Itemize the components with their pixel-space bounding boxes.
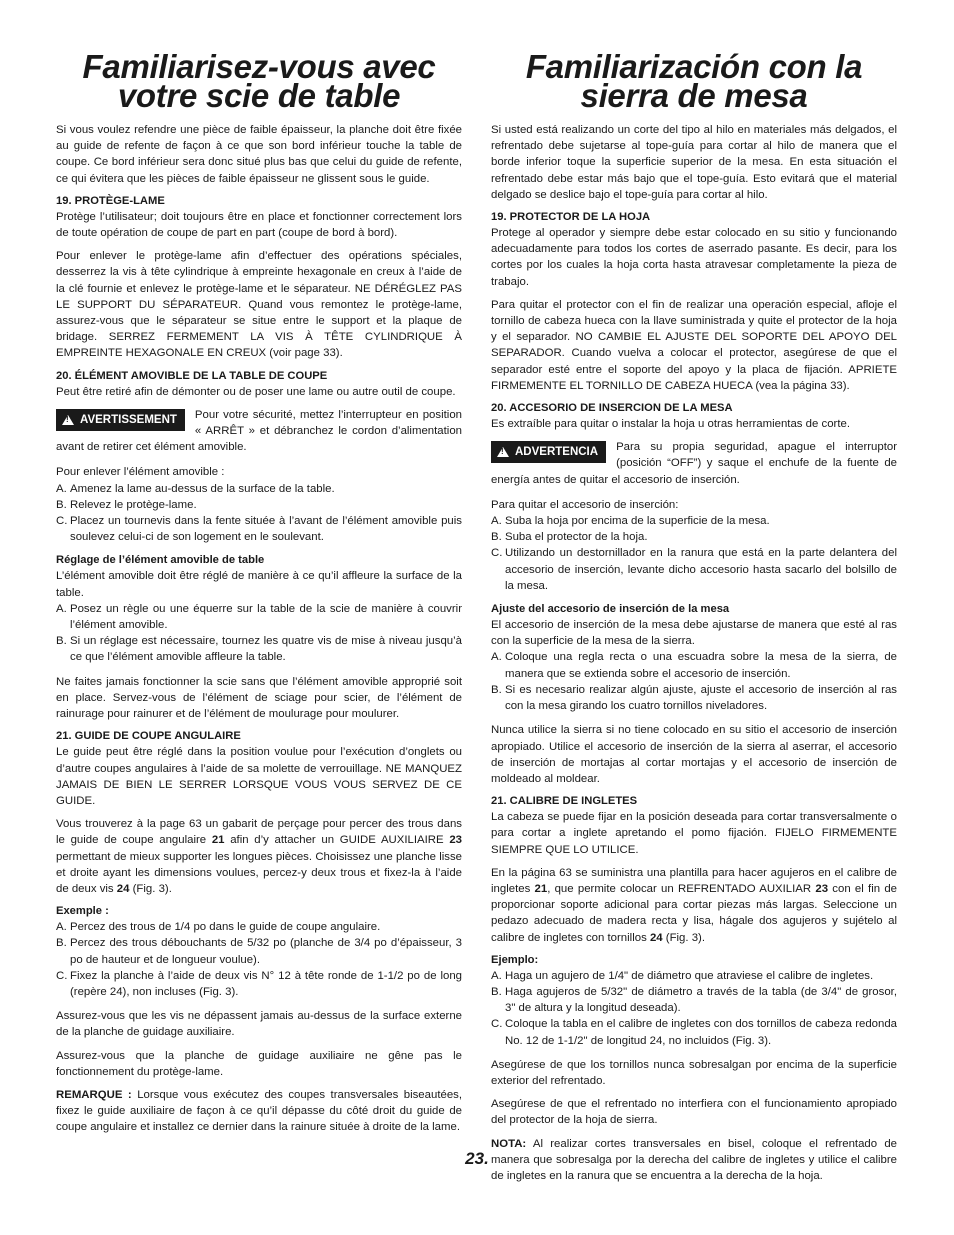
paragraph: Le guide peut être réglé dans la position voulue pour l’exécution d’onglets ou d’autre coupes angulaires à l’aide de sa molette de verrouillage. NE MANQUEZ JAMAIS DE BIEN LE SERRER LORSQUE VOUS VOUS SERVEZ DE CE GUIDE.: [56, 746, 462, 807]
paragraph: El accesorio de inserción de la mesa debe ajustarse de manera que esté al ras con la superficie de la mesa de la sierra.: [491, 619, 897, 648]
section-heading: 19. PROTÈGE-LAME: [56, 194, 165, 207]
paragraph: Peut être retiré afin de démonter ou de poser une lame ou autre outil de coupe.: [56, 385, 456, 398]
list-item: A. Haga un agujero de 1/4" de diámetro que atraviese el calibre de ingletes.: [491, 969, 874, 982]
paragraph: Ne faites jamais fonctionner la scie sans que l’élément amovible approprié soit en place. Servez-vous de l’élément de sciage pour scier, de l’élément de rainurage pour rainurer et de l’élément de moulurage pour moulurer.: [56, 675, 462, 721]
steps-list: [56, 601, 462, 666]
section-heading: 20. ÉLÉMENT AMOVIBLE DE LA TABLE DE COUPE: [56, 369, 328, 382]
section-heading: 19. PROTECTOR DE LA HOJA: [491, 211, 651, 224]
intro-paragraph: Si vous voulez refendre une pièce de faible épaisseur, la planche doit être fixée au guide de refente de façon à ce que son bord inférieur touche la table de coupe. Ce bord inférieur sera donc situé plus bas que celui du guide de refente, ce qui évitera que les pièces de faible épaisseur ne glissent sous le guide.: [56, 124, 462, 185]
page-title: Familiarisez-vous avec votre scie de table: [82, 48, 436, 114]
paragraph: Assurez-vous que les vis ne dépassent jamais au-dessus de la surface externe de la planche de guidage auxiliaire.: [56, 1010, 462, 1039]
list-item: B. Si un réglage est nécessaire, tournez les quatre vis de mise à niveau jusqu’à ce que l’élément amovible affleure la table.: [56, 635, 462, 664]
warning-triangle-icon: [497, 447, 509, 457]
warning-text: Para su propia seguridad, apague el interruptor (posición “OFF”) y saque el enchufe de la fuente de energía antes de quitar el accesorio de inserción.: [491, 441, 897, 486]
paragraph: Pour enlever l’élément amovible :: [56, 466, 225, 479]
paragraph: Es extraíble para quitar o instalar la hoja u otras herramientas de corte.: [491, 418, 850, 431]
paragraph: Para quitar el protector con el fin de realizar una operación especial, afloje el tornillo de cabeza hueca con la llave suministrada y quite el protector de la hoja y el separador. NO CAMBIE EL AJUSTE DEL SOPORTE DEL APOYO DEL SEPARADOR. Cuando vuelva a colocar el protector, asegúrese de que el separador esté entre el soporte del apoyo y la placa de fijación. APRIETE FIRMEMENTE EL TORNILLO DE CABEZA HUECA (vea la página 33).: [491, 298, 897, 392]
list-item: A. Coloque una regla recta o una escuadra sobre la mesa de la sierra, de manera que se extienda sobre el accesorio de inserción.: [491, 651, 897, 680]
list-item: B. Percez des trous débouchants de 5/32 po (planche de 3/4 po d’épaisseur, 3 po de hauteur et de longueur voulue).: [56, 937, 462, 966]
paragraph: La cabeza se puede fijar en la posición deseada para cortar transversalmente o para cortar a inglete apretando el pomo fijación. FIJELO FIRMEMENTE SIEMPRE QUE LO UTILICE.: [491, 811, 897, 856]
steps-list: [491, 513, 897, 594]
list-item: A. Amenez la lame au-dessus de la surface de la table.: [56, 482, 335, 495]
section-heading: 21. CALIBRE DE INGLETES: [491, 795, 638, 808]
paragraph: Pour enlever le protège-lame afin d’effectuer des opérations spéciales, desserrez la vis à tête cylindrique à empreinte hexagonale en creux à l’aide de la clé fournie et enlevez le protège-lame et le séparateur. NE DÉRÉGLEZ PAS LE SUPPORT DU SÉPARATEUR. Quand vous remontez le protège-lame, assurez-vous que le séparateur se situe entre le support et la plaque de bridage. SERREZ FERMEMENT LA VIS À TÊTE CYLINDRIQUE À EMPREINTE HEXAGONALE EN CREUX (voir page 33).: [56, 250, 462, 360]
note-paragraph: REMARQUE : Lorsque vous exécutez des coupes transversales biseautées, fixez le guide auxiliaire de façon à ce qu’il dépasse du côté droit du guide de coupe angulaire et installez ce dernier dans la rainure située à droite de la lame.: [56, 1088, 463, 1134]
paragraph: Assurez-vous que la planche de guidage auxiliaire ne gêne pas le fonctionnement du protège-lame.: [56, 1049, 462, 1078]
list-item: A. Percez des trous de 1/4 po dans le guide de coupe angulaire.: [56, 921, 381, 934]
paragraph: Asegúrese de que los tornillos nunca sobresalgan por encima de la superficie exterior del refrentado.: [491, 1058, 897, 1087]
warning-badge: ! ADVERTENCIA: [491, 441, 606, 463]
list-item: C. Utilizando un destornillador en la ranura que está en la parte delantera del accesorio de inserción, levante dicho accesorio hasta sacarlo del bolsillo de la mesa.: [491, 547, 897, 592]
french-column: [56, 48, 463, 1143]
steps-list: [491, 968, 897, 1049]
subsection-heading: Ejemplo:: [491, 953, 539, 966]
page-title: Familiarización con la sierra de mesa: [525, 48, 863, 114]
list-item: B. Relevez le protège-lame.: [56, 498, 197, 511]
warning-triangle-icon: [62, 415, 74, 425]
list-item: C. Fixez la planche à l’aide de deux vis N° 12 à tête ronde de 1-1/2 po de long (repère 24), non incluses (Fig. 3).: [56, 969, 462, 998]
list-item: C. Placez un tournevis dans la fente située à l’avant de l’élément amovible puis soulevez celui-ci de son logement en le soulevant.: [56, 515, 462, 544]
steps-list: [491, 649, 897, 714]
steps-list: [56, 481, 462, 546]
subsection-heading: Réglage de l’élément amovible de table: [56, 554, 265, 567]
list-item: B. Si es necesario realizar algún ajuste, ajuste el accesorio de inserción al ras con la mesa girando los cuatro tornillos niveladores.: [491, 683, 897, 713]
paragraph: Para quitar el accesorio de inserción:: [491, 498, 679, 511]
paragraph: Vous trouverez à la page 63 un gabarit de perçage pour percer des trous dans le guide de coupe angulaire 21 afin d’y attacher un GUIDE AUXILIAIRE 23 permettant de mieux supporter les longues pièces. Choisissez une planche lisse et droite ayant les dimensions voulues, percez-y deux trous et fixez-la à l’aide de deux vis 24 (Fig. 3).: [56, 818, 462, 895]
paragraph: Asegúrese de que el refrentado no interfiera con el funcionamiento apropiado del protector de la hoja de sierra.: [491, 1098, 897, 1127]
warning-box: [56, 407, 462, 456]
paragraph: Protège l’utilisateur; doit toujours être en place et fonctionner correctement lors de toute opération de coupe de part en part (coupe de bord à bord).: [56, 210, 462, 240]
list-item: A. Suba la hoja por encima de la superficie de la mesa.: [491, 515, 770, 528]
warning-badge: ! AVERTISSEMENT: [56, 409, 185, 431]
warning-box: [491, 439, 897, 488]
paragraph: L’élément amovible doit être réglé de manière à ce qu’il affleure la surface de la table.: [56, 570, 462, 599]
warning-text: Pour votre sécurité, mettez l’interrupteur en position « ARRÊT » et débranchez le cordon d’alimentation avant de retirer cet élément amovible.: [56, 408, 462, 454]
paragraph: Protege al operador y siempre debe estar colocado en su sitio y funcionando adecuadamente para todos los cortes de aserrado pasante. Es decir, para los cortes por los cuales la hoja corta hasta atravesar completamente la pieza de trabajo.: [491, 227, 897, 288]
page-number: 23.: [465, 1149, 489, 1168]
list-item: A. Posez un règle ou une équerre sur la table de la scie de manière à couvrir l’élément amovible.: [56, 602, 462, 632]
steps-list: [56, 919, 462, 1000]
paragraph: En la página 63 se suministra una plantilla para hacer agujeros en el calibre de ingletes 21, que permite colocar un REFRENTADO AUXILIAR 23 con el fin de proporcionar soporte adicional para cortar piezas más largas. Seleccione un pedazo adecuado de madera recta y lisa, hágale dos agujeros y sujételo al calibre de ingletes con tornillos 24 (Fig. 3).: [491, 866, 897, 944]
list-item: C. Coloque la tabla en el calibre de ingletes con dos tornillos de cabeza redonda No. 12 de 1-1/2" de longitud 24, no incluidos (Fig. 3).: [491, 1018, 897, 1047]
note-paragraph: NOTA: Al realizar cortes transversales en bisel, coloque el refrentado de manera que sobresalga por la derecha del calibre de ingletes y utilice el calibre de ingletes en la ranura que se encuentra a la derecha de la hoja.: [491, 1137, 897, 1182]
spanish-column: [491, 48, 897, 1191]
subsection-heading: Exemple :: [56, 905, 109, 918]
intro-paragraph: Si usted está realizando un corte del tipo al hilo en materiales más delgados, el refrentado debe sujetarse al tope-guía para cortar al hilo de manera que el borde inferior toque la superficie superior de la mesa. En esta situación el refrentado debe estar más bajo que el tope-guía. Esto evitará que el material delgado se deslice bajo el tope-guía para cortar al hilo.: [491, 124, 897, 201]
paragraph: Nunca utilice la sierra si no tiene colocado en su sitio el accesorio de inserción apropiado. Utilice el accesorio de inserción de la sierra al aserrar, el accesorio de inserción de mortajas al cortar mortajas y el accesorio de inserción de moldeado al moldear.: [491, 724, 897, 785]
section-heading: 21. GUIDE DE COUPE ANGULAIRE: [56, 730, 241, 743]
section-heading: 20. ACCESORIO DE INSERCION DE LA MESA: [491, 402, 733, 415]
list-item: B. Suba el protector de la hoja.: [491, 531, 648, 544]
list-item: B. Haga agujeros de 5/32" de diámetro a través de la tabla (de 3/4" de grosor, 3" de altura y la longitud deseada).: [491, 985, 897, 1015]
subsection-heading: Ajuste del accesorio de inserción de la mesa: [491, 603, 730, 616]
